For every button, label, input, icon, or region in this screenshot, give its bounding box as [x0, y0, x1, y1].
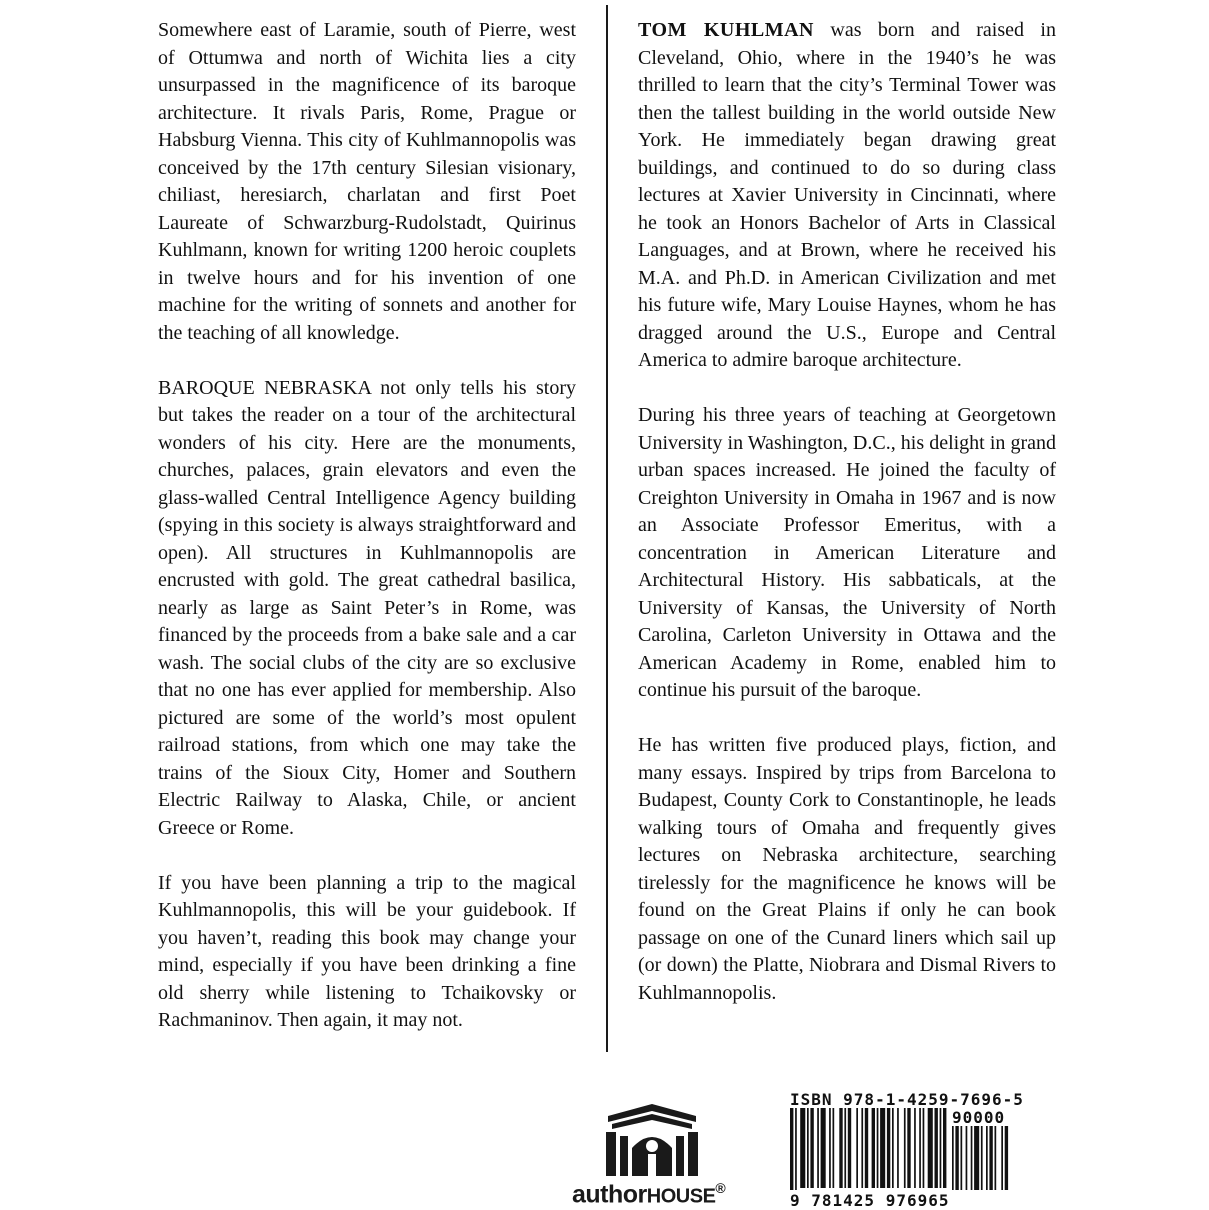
registered-mark: ®: [715, 1180, 726, 1196]
book-description-paragraph-3: If you have been planning a trip to the magical Kuhlmannopolis, this will be your guidebook. If you haven’t, reading this book may change your mind, especially if you have been drinking a fine old sherry while listening to Tchaikovsky or Rachmaninov. Then again, it may not.: [158, 871, 576, 1031]
isbn-label: ISBN 978-1-4259-7696-5: [790, 1090, 1024, 1109]
author-name: TOM KUHLMAN: [638, 19, 814, 41]
ean-number: 9 781425 976965: [790, 1191, 950, 1210]
barcode-block: [786, 1090, 1026, 1209]
author-bio-paragraph-1: [638, 17, 1056, 375]
publisher-name-part1: author: [572, 1180, 647, 1209]
publisher-name: [572, 1180, 732, 1209]
left-column: [158, 17, 576, 1062]
author-bio-text: was born and raised in Cleveland, Ohio, where in the 1940’s he was thrilled to learn that the city’s Terminal Tower was then the tallest building in the world outside New York. He immediately began drawing great buildings, and continued to do so during class lectures at Xavier University in Cincinnati, where he took an Honors Bachelor of Arts in Classical Languages, and at Brown, where he received his M.A. and Ph.D. in American Civilization and met his future wife, Mary Louise Haynes, whom he has dragged around the U.S., Europe and Central America to admire baroque architecture.: [638, 19, 1056, 371]
right-column: [638, 17, 1056, 1035]
column-divider: [606, 5, 608, 1052]
book-description-paragraph-1: Somewhere east of Laramie, south of Pierre, west of Ottumwa and north of Wichita lies a city unsurpassed in the magnificence of its baroque architecture. It rivals Paris, Rome, Prague or Habsburg Vienna. This city of Kuhlmannopolis was conceived by the 17th century Silesian visionary, chiliast, heresiarch, charlatan and first Poet Laureate of Schwarzburg-Rudolstadt, Quirinus Kuhlmann, known for writing 1200 heroic couplets in twelve hours and for his invention of one machine for the writing of sonnets and another for the teaching of all knowledge.: [158, 19, 576, 344]
price-code: 90000: [952, 1108, 1006, 1127]
book-description-paragraph-2: BAROQUE NEBRASKA not only tells his story but takes the reader on a tour of the architectural wonders of his city. Here are the monuments, churches, palaces, grain elevators and even the glass-walled Central Intelligence Agency building (spying in this society is always straightforward and open). All structures in Kuhlmannopolis are encrusted with gold. The great cathedral basilica, nearly as large as Saint Peter’s in Rome, was financed by the proceeds from a bake sale and a car wash. The social clubs of the city are so exclusive that no one has ever applied for membership. Also pictured are some of the world’s most opulent railroad stations, from which one may take the trains of the Sioux City, Homer and Southern Electric Railway to Alaska, Chile, or ancient Greece or Rome.: [158, 376, 576, 839]
publisher-name-part2: HOUSE: [646, 1185, 716, 1208]
author-bio-paragraph-2: During his three years of teaching at Georgetown University in Washington, D.C., his delight in grand urban spaces increased. He joined the faculty of Creighton University in Omaha in 1967 and is now an Associate Professor Emeritus, with a concentration in American Literature and Architectural History. His sabbaticals, at the University of Kansas, the University of North Carolina, Carleton University in Ottawa and the American Academy in Rome, enabled him to continue his pursuit of the baroque.: [638, 404, 1056, 701]
author-bio-paragraph-3: He has written five produced plays, fiction, and many essays. Inspired by trips from Barcelona to Budapest, County Cork to Constantinople, he leads walking tours of Omaha and frequently gives lectures on Nebraska architecture, searching tirelessly for the magnificence he knows will be found on the Great Plains if only he can book passage on one of the Cunard liners which sail up (or down) the Platte, Niobrara and Dismal Rivers to Kuhlmannopolis.: [638, 734, 1056, 1004]
